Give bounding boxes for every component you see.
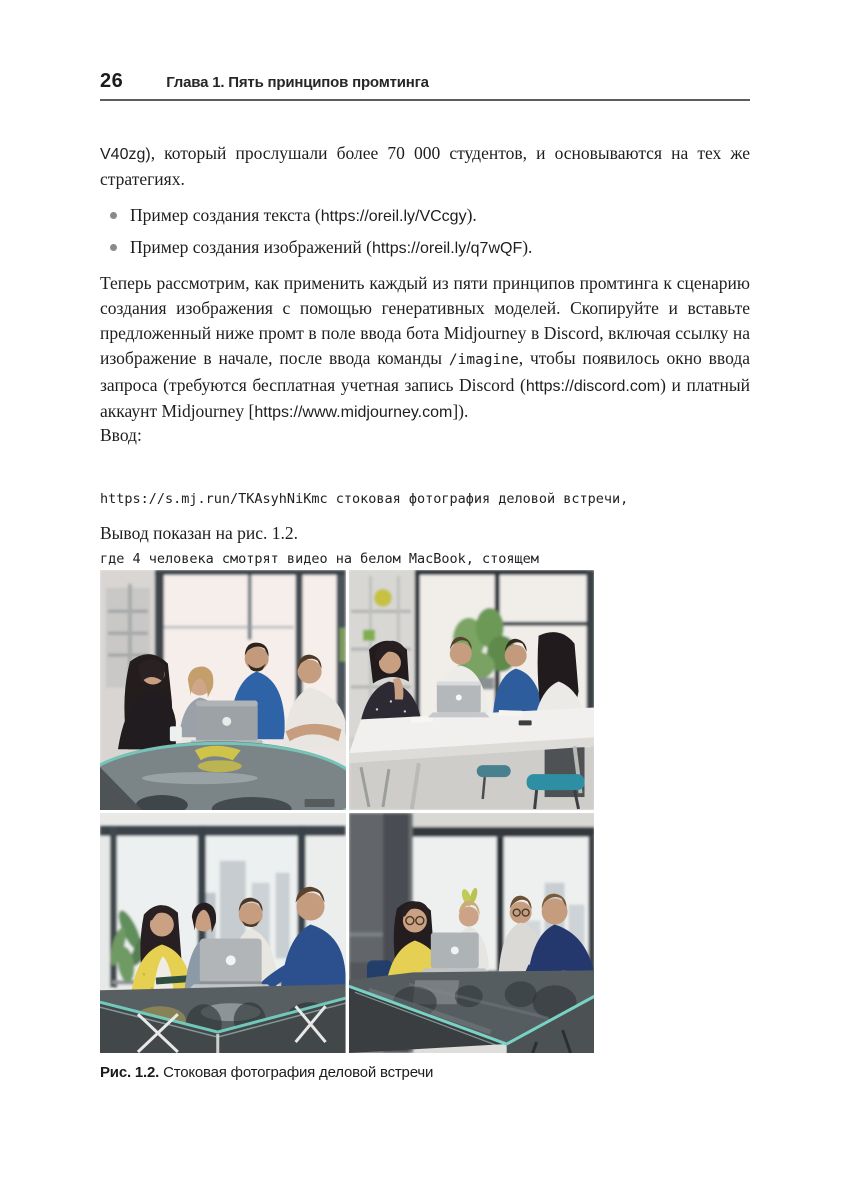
figure-caption-text: Стоковая фотография деловой встречи [159,1064,434,1081]
photo-bottom-right-scene [349,813,595,1053]
page-number: 26 [100,70,124,92]
body-paragraph: Теперь рассмотрим, как применить каждый из пяти принципов промтинга к сценарию создания изображения с помощью генеративных моделей. Скопируйте и вставьте предложенный ниже промт в поле ввода бота Midjourney в Discord, включая ссылку на изображение в начале, после ввода команды /imagine, чтобы появилось окно ввода запроса (требуются бесплатная учетная запись Discord (https://discord.com) и платный аккаунт Midjourney [https://www.midjourney.com]). [100,273,750,421]
header-rule [100,99,750,101]
glass-table [100,984,346,1053]
photo-top-right-scene [349,570,595,810]
examples-list [100,203,750,267]
bullet-text: Пример создания текста (https://oreil.ly/VCcgy). [130,205,477,225]
photo-bottom-left-scene [100,813,346,1053]
watermark [305,799,335,807]
bullet-icon [110,212,117,219]
oreilly-link-text: https://oreil.ly/q7wQF [371,240,523,257]
lead-paragraph [100,141,750,192]
figure-caption-label: Рис. 1.2. [100,1064,160,1081]
list-item [100,235,750,261]
laptop [187,938,275,991]
lead-text: , который прослушали более 70 000 студентов, и основываются на тех же стратегиях. [100,143,750,189]
chapter-title: Глава 1. Пять принципов промтинга [166,74,429,91]
laptop [191,700,263,744]
photo-top-right [349,570,595,810]
discord-link-text: https://discord.com [525,378,661,395]
page-header [100,70,750,93]
glass-table [349,970,595,1053]
output-note: Вывод показан на рис. 1.2. [100,523,299,543]
lead-url-fragment: V40zg) [100,146,151,163]
figure-caption [100,1064,750,1081]
bullet-icon [110,244,117,251]
figure-image-grid [100,570,594,1053]
list-item [100,203,750,229]
imagine-command: /imagine [448,352,519,368]
input-label: Ввод: [100,425,142,445]
code-line: https://s.mj.run/TKAsyhNiKmc стоковая фотография деловой встречи, [100,491,629,507]
oreilly-link-text: https://oreil.ly/VCcgy [320,208,467,225]
midjourney-link-text: https://www.midjourney.com [254,404,453,421]
photo-bottom-left [100,813,346,1053]
photo-top-left-scene [100,570,346,810]
bullet-text: Пример создания изображений (https://oreil.ly/q7wQF). [130,237,533,257]
photo-top-left [100,570,346,810]
photo-bottom-right [349,813,595,1053]
code-line: где 4 человека смотрят видео на белом MacBook, стоящем [100,551,539,567]
